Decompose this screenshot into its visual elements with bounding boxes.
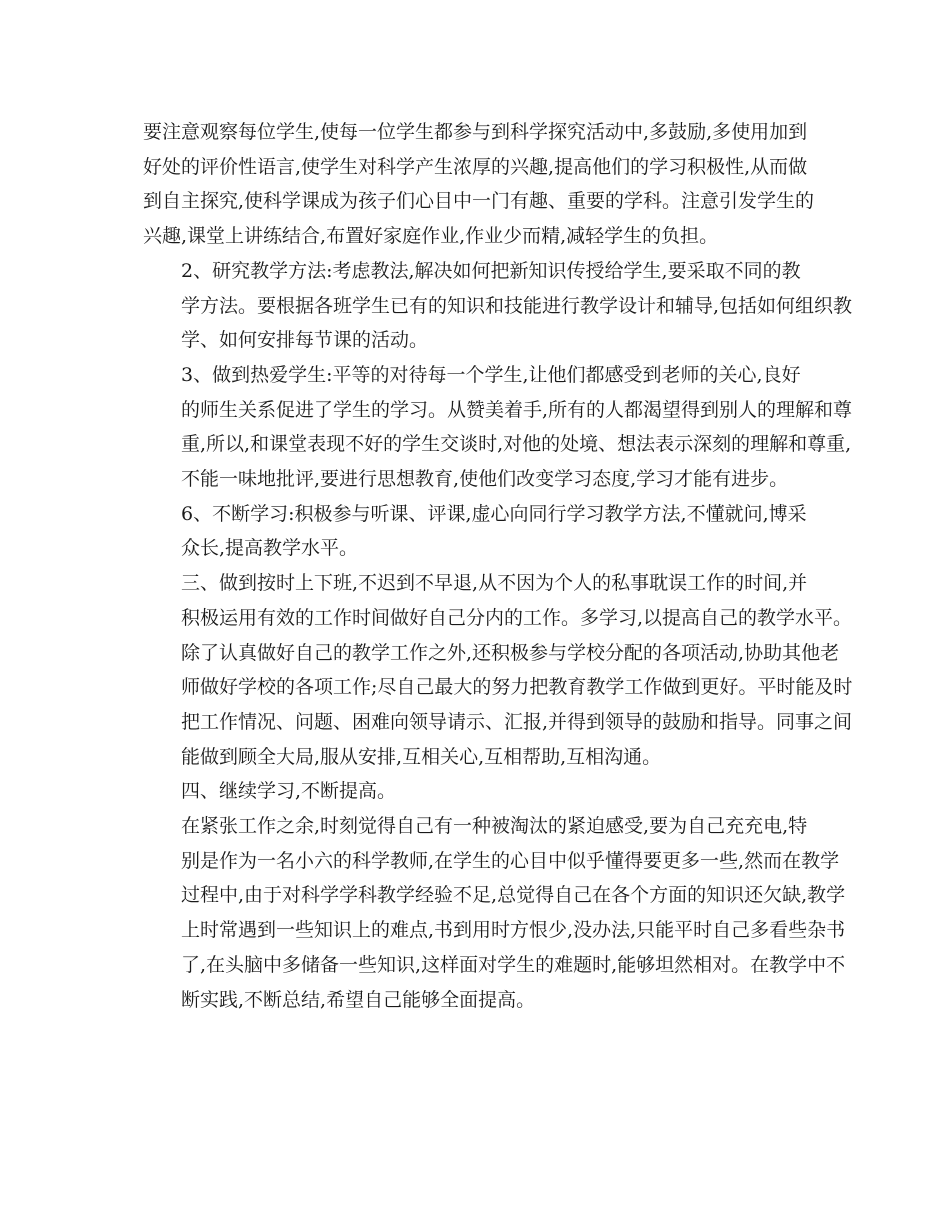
- paragraph-self-improvement: [143, 809, 846, 1017]
- text-line: 四、继续学习,不断提高。: [181, 780, 397, 803]
- text-line: 好处的评价性语言,使学生对科学产生浓厚的兴趣,提高他们的学习积极性,从而做: [143, 155, 808, 178]
- text-line: 过程中,由于对科学学科教学经验不足,总觉得自己在各个方面的知识还欠缺,教学: [181, 884, 846, 907]
- text-line: 积极运用有效的工作时间做好自己分内的工作。多学习,以提高自己的教学水平。: [181, 606, 853, 629]
- text-line: 3、做到热爱学生:平等的对待每一个学生,让他们都感受到老师的关心,良好: [181, 363, 801, 386]
- paragraph-punctuality: [143, 566, 853, 774]
- paragraph-teaching-methods: [143, 254, 853, 358]
- text-line: 的师生关系促进了学生的学习。从赞美着手,所有的人都渴望得到别人的理解和尊: [181, 398, 853, 421]
- text-line: 三、做到按时上下班,不迟到不早退,从不因为个人的私事耽误工作的时间,并: [181, 572, 808, 595]
- paragraph-observation-and-interest: [143, 115, 815, 254]
- text-line: 重,所以,和课堂表现不好的学生交谈时,对他的处境、想法表示深刻的理解和尊重,: [181, 433, 852, 456]
- paragraph-love-students: [143, 358, 853, 497]
- text-line: 把工作情况、问题、困难向领导请示、汇报,并得到领导的鼓励和指导。同事之间: [181, 710, 853, 733]
- text-line: 6、不断学习:积极参与听课、评课,虚心向同行学习教学方法,不懂就问,博采: [181, 502, 807, 525]
- text-line: 要注意观察每位学生,使每一位学生都参与到科学探究活动中,多鼓励,多使用加到: [143, 121, 808, 143]
- text-line: 除了认真做好自己的教学工作之外,还积极参与学校分配的各项活动,协助其他老: [181, 641, 840, 664]
- text-line: 在紧张工作之余,时刻觉得自己有一种被淘汰的紧迫感受,要为自己充充电,特: [181, 815, 808, 838]
- text-line: 学、如何安排每节课的活动。: [181, 329, 429, 352]
- text-line: 不能一味地批评,要进行思想教育,使他们改变学习态度,学习才能有进步。: [181, 468, 789, 491]
- text-line: 上时常遇到一些知识上的难点,书到用时方恨少,没办法,只能平时自己多看些杂书: [181, 919, 846, 942]
- text-line: 断实践,不断总结,希望自己能够全面提高。: [181, 988, 536, 1011]
- document-body: [143, 115, 853, 1017]
- text-line: 别是作为一名小六的科学教师,在学生的心目中似乎懂得要更多一些,然而在教学: [181, 849, 840, 872]
- text-line: 2、研究教学方法:考虑教法,解决如何把新知识传授给学生,要采取不同的教: [181, 259, 801, 282]
- text-line: 师做好学校的各项工作;尽自己最大的努力把教育教学工作做到更好。平时能及时: [181, 676, 853, 699]
- paragraph-continuous-learning: [143, 497, 808, 566]
- section-heading-keep-learning: [143, 774, 808, 809]
- text-line: 学方法。要根据各班学生已有的知识和技能进行教学设计和辅导,包括如何组织教: [181, 294, 853, 317]
- text-line: 到自主探究,使科学课成为孩子们心目中一门有趣、重要的学科。注意引发学生的: [143, 190, 815, 213]
- text-line: 众长,提高教学水平。: [181, 537, 359, 560]
- text-line: 兴趣,课堂上讲练结合,布置好家庭作业,作业少而精,减轻学生的负担。: [143, 225, 719, 248]
- text-line: 了,在头脑中多储备一些知识,这样面对学生的难题时,能够坦然相对。在教学中不: [181, 953, 846, 976]
- text-line: 能做到顾全大局,服从安排,互相关心,互相帮助,互相沟通。: [181, 745, 662, 768]
